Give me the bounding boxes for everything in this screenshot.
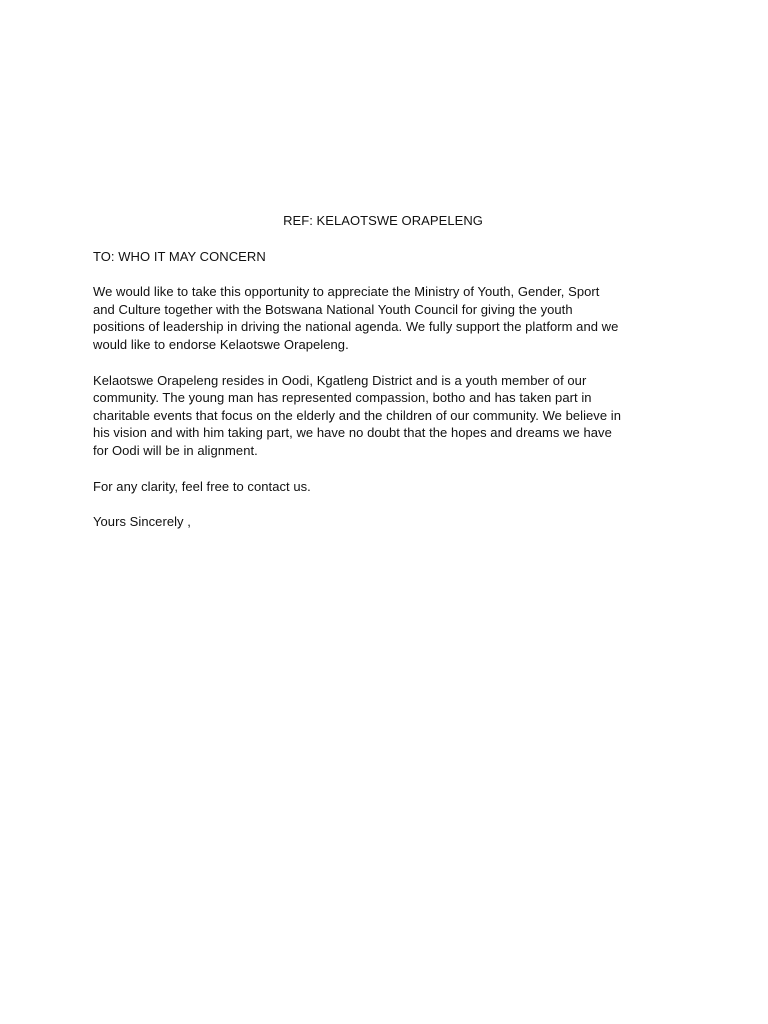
paragraph-line: positions of leadership in driving the national agenda. We fully support the platform and we: [93, 319, 619, 335]
paragraph-line: and Culture together with the Botswana National Youth Council for giving the youth: [93, 301, 573, 317]
paragraph-appreciation: [93, 283, 693, 353]
paragraph-endorsement: [93, 372, 693, 460]
paragraph-line: his vision and with him taking part, we have no doubt that the hopes and dreams we have: [93, 425, 612, 441]
paragraph-line: community. The young man has represented compassion, botho and has taken part in: [93, 390, 592, 406]
letter-body: [93, 212, 693, 531]
paragraph-line: for Oodi will be in alignment.: [93, 442, 258, 458]
closing-signoff: Yours Sincerely ,: [93, 514, 191, 530]
paragraph-line: We would like to take this opportunity to appreciate the Ministry of Youth, Gender, Sport: [93, 284, 600, 300]
paragraph-contact: For any clarity, feel free to contact us.: [93, 478, 311, 494]
reference-heading: REF: KELAOTSWE ORAPELENG: [283, 213, 483, 228]
paragraph-line: charitable events that focus on the elderly and the children of our community. We believe in: [93, 407, 622, 423]
paragraph-line: Kelaotswe Orapeleng resides in Oodi, Kgatleng District and is a youth member of our: [93, 372, 587, 388]
paragraph-line: would like to endorse Kelaotswe Orapeleng.: [93, 336, 349, 352]
salutation: TO: WHO IT MAY CONCERN: [93, 248, 266, 264]
